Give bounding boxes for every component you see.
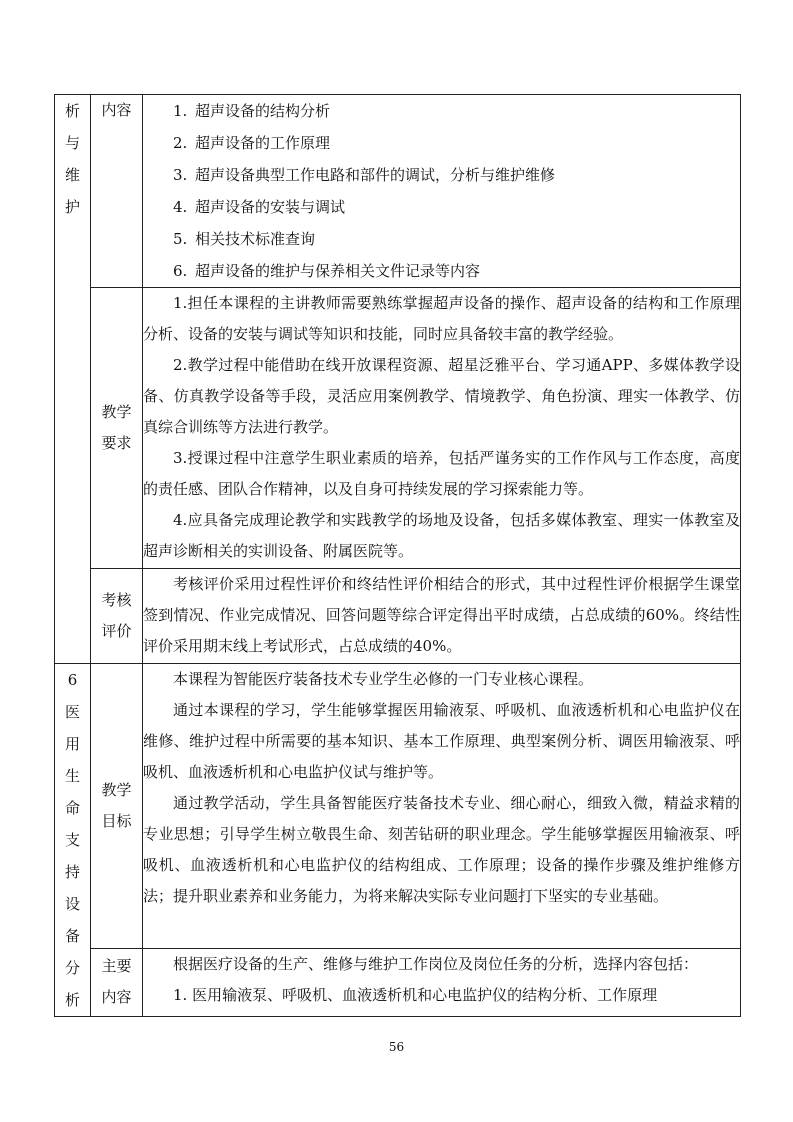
section-b-char: 6 xyxy=(67,671,78,689)
content-label: 内容 xyxy=(101,101,132,119)
paragraph: 4.应具备完成理论教学和实践教学的场地及设备，包括多媒体教室、理实一体教室及超声诊断相关的实训设备、附属医院等。 xyxy=(143,511,740,560)
main-content-cell xyxy=(143,948,741,1016)
list-item: 5. 相关技术标准查询 xyxy=(173,230,316,248)
row-goals xyxy=(55,664,741,949)
section-b-char: 分 xyxy=(64,959,80,977)
list-item: 1. 超声设备的结构分析 xyxy=(173,102,331,120)
page-number: 56 xyxy=(388,1040,405,1054)
list-item: 4. 超声设备的安装与调试 xyxy=(173,198,346,216)
requirements-label-cell xyxy=(91,288,143,569)
section-a-char: 析 xyxy=(64,102,80,120)
list-item: 1. 医用输液泵、呼吸机、血液透析机和心电监护仪的结构分析、工作原理 xyxy=(173,985,658,1004)
paragraph: 本课程为智能医疗装备技术专业学生必修的一门专业核心课程。 xyxy=(173,670,594,688)
section-b-char: 生 xyxy=(64,767,80,785)
section-b-title-cell xyxy=(55,664,91,1017)
assessment-cell xyxy=(143,569,741,664)
assessment-label: 考核评价 xyxy=(101,591,132,640)
goals-cell xyxy=(143,664,741,949)
course-table xyxy=(54,94,741,1017)
section-b-char: 命 xyxy=(64,799,80,817)
goals-label-cell xyxy=(91,664,143,949)
content-label-cell xyxy=(91,95,143,288)
section-b-char: 析 xyxy=(64,991,80,1009)
section-b-char: 持 xyxy=(64,863,80,881)
paragraph: 1.担任本课程的主讲教师需要熟练掌握超声设备的操作、超声设备的结构和工作原理分析、设备的安装与调试等知识和技能，同时应具备较丰富的教学经验。 xyxy=(143,294,740,343)
row-main-content xyxy=(55,948,741,1016)
list-item: 2. 超声设备的工作原理 xyxy=(173,134,331,152)
section-b-char: 设 xyxy=(64,895,80,913)
row-content xyxy=(55,95,741,288)
paragraph: 通过本课程的学习，学生能够掌握医用输液泵、呼吸机、血液透析机和心电监护仪在维修、维护过程中所需要的基本知识、基本工作原理、典型案例分析、调医用输液泵、呼吸机、血液透析机和心电监护仪试与维护等。 xyxy=(143,701,740,781)
main-content-label: 主要内容 xyxy=(101,957,132,1007)
paragraph: 通过教学活动，学生具备智能医疗装备技术专业、细心耐心，细致入微，精益求精的专业思想；引导学生树立敬畏生命、刻苦钻研的职业理念。学生能够掌握医用输液泵、呼吸机、血液透析机和心电监护仪的结构组成、工作原理；设备的操作步骤及维护维修方法；提升职业素养和业务能力，为将来解决实际专业问题打下坚实的专业基础。 xyxy=(143,794,740,905)
assessment-label-cell xyxy=(91,569,143,664)
row-requirements xyxy=(55,288,741,569)
section-a-char: 护 xyxy=(64,198,80,216)
content-items-cell xyxy=(143,95,741,288)
section-b-char: 支 xyxy=(64,831,80,849)
list-item: 3. 超声设备典型工作电路和部件的调试，分析与维护维修 xyxy=(173,166,556,184)
goals-label: 教学目标 xyxy=(101,780,132,830)
paragraph: 3.授课过程中注意学生职业素质的培养，包括严谨务实的工作作风与工作态度，高度的责任感、团队合作精神，以及自身可持续发展的学习探索能力等。 xyxy=(143,449,740,498)
row-assessment xyxy=(55,569,741,664)
section-a-char: 维 xyxy=(64,166,80,184)
section-b-char: 备 xyxy=(64,927,80,945)
section-b-char: 医 xyxy=(64,703,80,721)
section-b-char: 用 xyxy=(64,735,80,753)
section-a-title-cell xyxy=(55,95,91,664)
paragraph: 2.教学过程中能借助在线开放课程资源、超星泛雅平台、学习通APP、多媒体教学设备、仿真教学设备等手段，灵活应用案例教学、情境教学、角色扮演、理实一体教学、仿真综合训练等方法进行教学。 xyxy=(143,356,740,436)
list-item: 6. 超声设备的维护与保养相关文件记录等内容 xyxy=(173,262,481,280)
paragraph: 考核评价采用过程性评价和终结性评价相结合的形式，其中过程性评价根据学生课堂签到情况、作业完成情况、回答问题等综合评定得出平时成绩，占总成绩的60%。终结性评价采用期末线上考试形式，占总成绩的40%。 xyxy=(143,575,740,655)
paragraph: 根据医疗设备的生产、维修与维护工作岗位及岗位任务的分析，选择内容包括： xyxy=(173,954,699,973)
section-a-char: 与 xyxy=(64,134,80,152)
requirements-label: 教学要求 xyxy=(101,403,132,452)
main-content-label-cell xyxy=(91,948,143,1016)
requirements-cell xyxy=(143,288,741,569)
